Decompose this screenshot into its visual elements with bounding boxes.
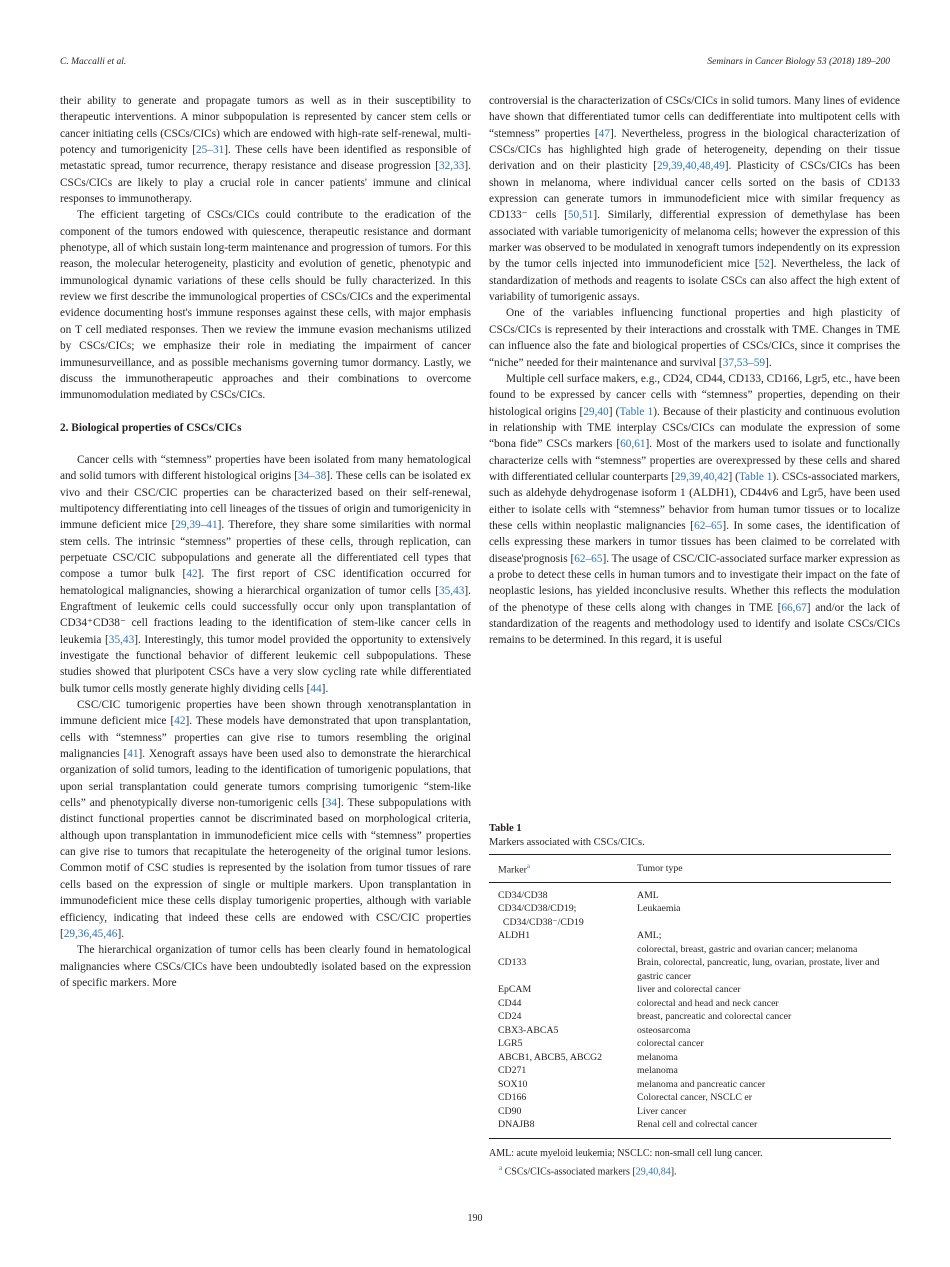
marker-cell: EpCAM	[498, 984, 532, 996]
table-row	[489, 1118, 891, 1138]
citation-link[interactable]: [29,40]	[579, 405, 613, 418]
table-row	[489, 1037, 891, 1051]
citation-link[interactable]: [44]	[306, 682, 326, 695]
paragraph: One of the variables influencing functional properties and high plasticity of CSCs/CICs is represented by their interactions and crosstalk with TME. Changes in TME can influence also the fate and biological properties of CSCs/CICs, since it comprises the “niche” needed for their maintenance and survival [37,53–59].	[489, 307, 900, 369]
table-row	[489, 1091, 891, 1105]
marker-cell: ABCB1, ABCB5, ABCG2	[498, 1051, 602, 1063]
marker-cell: SOX10	[498, 1078, 528, 1090]
table-row	[489, 1024, 891, 1038]
citation-link[interactable]: [50,51]	[564, 209, 598, 222]
citation-link[interactable]: [62–65]	[570, 552, 607, 565]
table-row	[489, 1064, 891, 1078]
table-row	[489, 983, 891, 997]
citation-link[interactable]: [62–65]	[690, 519, 727, 532]
markers-table	[489, 854, 891, 1139]
running-header-authors: C. Maccalli et al.	[60, 57, 127, 67]
paragraph: The hierarchical organization of tumor cells has been clearly found in hematological malignancies where CSCs/CICs have been undoubtedly isolated based on the expression of specific markers. More	[60, 944, 471, 989]
marker-cell: ALDH1	[498, 930, 531, 942]
tumor-type-cell: colorectal cancer	[637, 1038, 704, 1050]
citation-link[interactable]: [37,53–59]	[718, 356, 769, 369]
citation-link[interactable]: [52]	[754, 258, 774, 271]
table-row	[489, 902, 891, 929]
citation-link[interactable]: [29,39,40,42]	[671, 470, 733, 483]
marker-cell: CD166	[498, 1092, 527, 1104]
table-notes	[489, 1147, 891, 1179]
marker-cell: CD34/CD38	[498, 889, 548, 901]
tumor-type-cell: Leukaemia	[637, 903, 681, 915]
tumor-type-cell: Brain, colorectal, pancreatic, lung, ovarian, prostate, liver and gastric cancer	[637, 957, 882, 982]
paragraph: CSC/CIC tumorigenic properties have been shown through xenotransplantation in immune deficient mice [42]. These models have demonstrated that upon transplantation, cells with “stemness” properties can give rise to tumors resembling the original malignancies [41]. Xenograft assays have been used also to demonstrate the hierarchical organization of solid tumors, leading to the identification of tumorigenic populations, that upon serial transplantation could generate tumors comprising tumorigenic “stem-like cells” and phenotypically diverse non-tumorigenic cells [34]. These subpopulations with distinct functional properties cannot be discriminated based on morphological criteria, although upon transplantation in immunodeficient mice cells with “stemness” properties can give rise to tumors that recapitulate the heterogeneity of the original tumor lesions. Common motif of CSC studies is represented by the isolation from tumor tissues of rare cells based on the expression of single or multiple markers. Upon transplantation in immunodeficient mice these cells display tumorigenic properties, although with variable efficiency, indicating that indeed these cells are endowed with CSC/CIC properties [29,36,45,46].	[60, 699, 472, 940]
citation-link[interactable]: [60,61]	[616, 438, 650, 451]
citation-link[interactable]: [42]	[182, 568, 202, 581]
table-1	[489, 823, 891, 1179]
table-abbreviations: AML: acute myeloid leukemia; NSCLC: non-small cell lung cancer.	[489, 1147, 763, 1159]
tumor-type-cell: AML; colorectal, breast, gastric and ovarian cancer; melanoma	[637, 930, 858, 955]
paragraph: The efficient targeting of CSCs/CICs could contribute to the eradication of the component of the tumors endowed with quiescence, therapeutic resistance and dormant phenotype, all of which sustain long-term maintenance and progression of tumors. For this reason, the molecular heterogeneity, plasticity and evolution of genetic, phenotypic and immunological dynamic variations of these cells should be fully characterized. In this review we first describe the immunological properties of CSCs/CICs and the experimental evidence documenting host's immune responses against these cells, with major emphasis on T cell mediated responses. Then we review the immune evasion mechanisms utilized by CSCs/CICs; we emphasize their role in mediating the impairment of cancer immunesurveillance, and as possible mechanisms governing tumor dormancy. Lastly, we discuss the immunotherapeutic approaches and their combinations to overcome immunomodulation mediated by CSCs/CICs.	[60, 209, 471, 402]
marker-cell: CD271	[498, 1065, 527, 1077]
citation-link[interactable]: Table 1	[619, 405, 654, 418]
marker-cell: CD24	[498, 1011, 522, 1023]
table-row	[489, 997, 891, 1011]
citation-link[interactable]: [34]	[321, 797, 341, 810]
column-header-marker: Marker$^a$	[489, 855, 628, 883]
footnote-marker[interactable]: a	[526, 862, 530, 870]
citation-link[interactable]: [35,43]	[105, 633, 138, 646]
citation-link[interactable]: [34–38]	[294, 470, 330, 483]
running-header-journal: Seminars in Cancer Biology 53 (2018) 189–200	[707, 57, 890, 67]
table-row	[489, 1051, 891, 1065]
citation-link[interactable]: [25–31]	[192, 144, 229, 157]
table-row	[489, 1105, 891, 1119]
tumor-type-cell: Colorectal cancer, NSCLC er	[637, 1092, 752, 1104]
page-number: 190	[467, 1213, 483, 1224]
tumor-type-cell: liver and colorectal cancer	[637, 984, 741, 996]
marker-cell: CD34/CD38/CD19; CD34/CD38⁻/CD19	[498, 903, 584, 928]
marker-cell: CD133	[498, 957, 527, 969]
citation-link[interactable]: [35,43]	[435, 584, 469, 597]
tumor-type-cell: colorectal and head and neck cancer	[637, 997, 779, 1009]
paragraph: their ability to generate and propagate tumors as well as in their susceptibility to therapeutic interventions. A minor subpopulation is represented by cancer stem cells or cancer initiating cells (CSCs/CICs) which are endowed with high-rate self-renewal, multi-potency and tumorigenicity [25–31]. These cells have been identified as responsible of metastatic spread, tumor recurrence, therapy resistance and disease progression [32,33]. CSCs/CICs are likely to play a crucial role in cancer patients' immune and clinical responses to immunotherapy.	[60, 95, 472, 206]
marker-cell: CBX3-ABCA5	[498, 1024, 559, 1036]
column-header-tumor-type: Tumor type	[628, 855, 891, 883]
table-row	[489, 1078, 891, 1092]
paragraph: controversial is the characterization of CSCs/CICs in solid tumors. Many lines of evidence have shown that differentiated tumor cells can dedifferentiate into multipotent cells with “stemness” properties [47]. Nevertheless, progress in the biological characterization of CSCs/CICs has highlighted high grade of heterogeneity, depending on their tissue derivation and on their plasticity [29,39,40,48,49]. Plasticity of CSCs/CICs has been shown in melanoma, where individual cancer cells sorted on the basis of CD133 expression can generate tumors in immunodeficient mice with similar frequency as CD133⁻ cells [50,51]. Similarly, differential expression of demethylase has been associated with variable tumorigenicity of melanoma cells; however the expression of this marker was observed to be modulated in xenograft tumors independently on its expression by the tumor cells injected into immunodeficient mice [52]. Nevertheless, the lack of standardization of methods and reagents to isolate CSCs can also affect the high extent of variability of tumorigenic assays.	[489, 95, 901, 304]
table-row	[489, 1010, 891, 1024]
tumor-type-cell: melanoma	[637, 1051, 678, 1063]
citation-link[interactable]: Table 1	[738, 470, 773, 483]
table-row	[489, 882, 891, 902]
table-footnote: $^a$ CSCs/CICs-associated markers [29,40,84].	[499, 1163, 677, 1178]
tumor-type-cell: Liver cancer	[637, 1105, 687, 1117]
marker-cell: CD90	[498, 1105, 522, 1117]
citation-link[interactable]: [29,39,40,48,49]	[653, 160, 729, 173]
table-caption: Markers associated with CSCs/CICs.	[489, 837, 645, 848]
tumor-type-cell: melanoma and pancreatic cancer	[637, 1078, 766, 1090]
section-heading: 2. Biological properties of CSCs/CICs	[60, 421, 242, 434]
right-column	[489, 93, 900, 649]
table-row	[489, 956, 891, 983]
tumor-type-cell: breast, pancreatic and colorectal cancer	[637, 1011, 792, 1023]
citation-link[interactable]: [41]	[123, 748, 143, 761]
tumor-type-cell: melanoma	[637, 1065, 678, 1077]
table-title: Table 1	[489, 823, 522, 834]
citation-link[interactable]: [29,39–41]	[171, 519, 222, 532]
paragraph: Multiple cell surface makers, e.g., CD24, CD44, CD133, CD166, Lgr5, etc., have been found to be expressed by cancer cells with “stemness” properties, depending on their histological origins [29,40] (Table 1). Because of their plasticity and continuous evolution in relationship with TME interplay CSCs/CICs can modulate the expression of some “bona fide” CSCs markers [60,61]. Most of the markers used to isolate and functionally characterize cells with “stemness” properties are overexpressed by these cells and shared with differentiated cellular counterparts [29,39,40,42] (Table 1). CSCs-associated markers, such as aldehyde dehydrogenase isoform 1 (ALDH1), CD44v6 and Lgr5, have been used either to isolate cells with “stemness” behavior from human tumor tissues or to localize these cells within neoplastic malignancies [62–65]. In some cases, the identification of cells expressing these markers in tumor tissues has been claimed to be correlated with disease'prognosis [62–65]. The usage of CSC/CIC-associated surface marker expression as a probe to detect these cells in human tumors and to investigate their impact on the fate of neoplastic lesions, has yielded inconclusive results. Whether this reflects the modulation of the phenotype of these cells along with changes in TME [66,67] and/or the lack of standardization of the reagents and methodology used to identify and isolate CSCs/CICs remains to be determined. In this regard, it is useful	[489, 372, 901, 647]
citation-link[interactable]: [29,36,45,46]	[60, 927, 122, 940]
marker-cell: CD44	[498, 997, 522, 1009]
citation-link[interactable]: [47]	[594, 127, 614, 140]
marker-cell: DNAJB8	[489, 1118, 628, 1138]
citation-link[interactable]: [32,33]	[435, 160, 469, 173]
table-row	[489, 929, 891, 956]
paragraph: Cancer cells with “stemness” properties have been isolated from many hematological and solid tumors with different histological origins [34–38]. These cells can be isolated ex vivo and their CSC/CIC properties can be characterized based on their self-renewal, multipotency differentiating into cell lineages of the tissues of origin and tumorigenicity in immune deficient mice [29,39–41]. Therefore, they share some similarities with normal stem cells. The intrinsic “stemness” properties of these cells, through replication, can perpetuate CSC/CIC subpopulations and generate all the differentiated cell types that compose a tumor bulk [42]. The first report of CSC identification occurred for hematological malignancies, showing a hierarchical organization of tumor cells [35,43]. Engraftment of leukemic cells could successfully occur only upon transplantation of CD34⁺CD38⁻ cell fractions leading to the identification of stem-like cancer cells in leukemia [35,43]. Interestingly, this tumor model provided the opportunity to extensively investigate the functional behavior of different leukemic cell subpopulations. These studies showed that pluripotent CSCs have a very slow cycling rate while differentiated bulk tumor cells mostly generate highly dividing cells [44].	[60, 453, 472, 695]
tumor-type-cell: AML	[637, 889, 659, 901]
citation-link[interactable]: [42]	[170, 715, 190, 728]
citation-link[interactable]: [66,67]	[777, 601, 811, 614]
tumor-type-cell: osteosarcoma	[637, 1024, 691, 1036]
left-column	[60, 93, 471, 991]
tumor-type-cell: Renal cell and colrectal cancer	[628, 1118, 891, 1138]
marker-cell: LGR5	[498, 1038, 523, 1050]
